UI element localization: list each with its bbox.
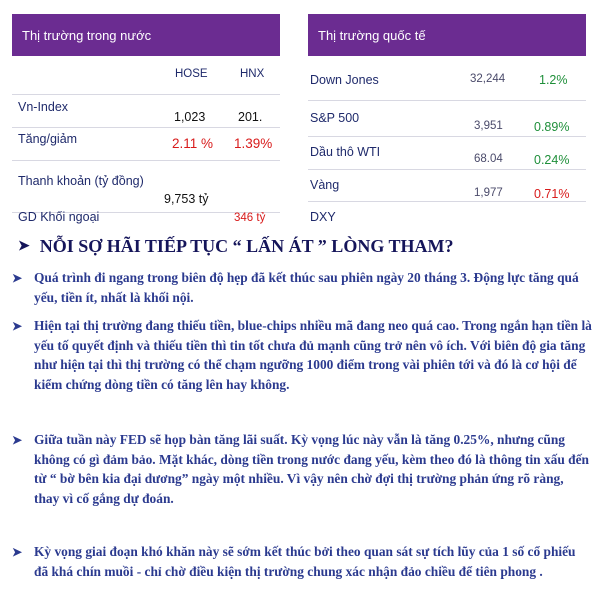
arrow-right-icon: ➤ xyxy=(12,545,23,559)
column-header-hose: HOSE xyxy=(175,68,208,80)
vnindex-hnx-value: 201. xyxy=(238,110,263,124)
liquidity-value: 9,753 tỷ xyxy=(164,192,209,206)
change-label: Tăng/giảm xyxy=(18,132,78,146)
index-value-gold: 1,977 xyxy=(474,187,503,199)
paragraph-text: Quá trình đi ngang trong biên độ hẹp đã kết thúc sau phiên ngày 20 tháng 3. Động lực tăng quá yếu, tiền ít, nhất là khối nội. xyxy=(34,270,579,305)
change-hose-value: 2.11 % xyxy=(172,136,214,151)
index-name-sp500: S&P 500 xyxy=(310,111,360,125)
index-name-dow-jones: Down Jones xyxy=(310,73,379,87)
liquidity-label: Thanh khoản (tỷ đồng) xyxy=(18,174,144,188)
paragraph-text: Kỳ vọng giai đoạn khó khăn này sẽ sớm kết thúc bởi theo quan sát sự tích lũy của 1 số cổ phiếu đã khá chín muồi - chỉ chờ điều kiện thị trường chung xác nhận đảo chiều để tiên phong . xyxy=(34,544,576,579)
domestic-market-panel xyxy=(12,14,280,232)
paragraph-text: Hiện tại thị trường đang thiếu tiền, blue-chips nhiều mã đang neo quá cao. Trong ngắn hạn tiền là yếu tố quyết định và thiếu tiền thì tin tốt chưa đủ mạnh cũng trở nên vô ích. Với biên độ gia tăng như hiện tại thì thị trường có thể chạm ngưỡng 1000 điểm trong vài phiên tới và đó là cơ hội để kiểm chứng dòng tiền có tăng lên hay không. xyxy=(34,318,592,392)
index-value-dow-jones: 32,244 xyxy=(470,73,506,85)
index-value-sp500: 3,951 xyxy=(474,120,503,132)
index-change-wti-oil: 0.24% xyxy=(534,153,570,167)
article-heading: NỖI SỢ HÃI TIẾP TỤC “ LẤN ÁT ” LÒNG THAM? xyxy=(39,236,454,256)
index-name-gold: Vàng xyxy=(310,178,340,192)
international-market-title: Thị trường quốc tế xyxy=(308,14,586,56)
index-value-wti-oil: 68.04 xyxy=(474,153,503,165)
index-change-gold: 0.71% xyxy=(534,187,570,201)
arrow-right-icon: ➤ xyxy=(18,239,30,254)
foreign-trading-value: 346 tỷ xyxy=(234,212,266,224)
vnindex-label: Vn-Index xyxy=(18,100,69,114)
column-header-hnx: HNX xyxy=(240,68,265,80)
list-item xyxy=(12,268,592,307)
article-heading-row xyxy=(18,236,454,257)
index-change-dow-jones: 1.2% xyxy=(539,73,568,87)
international-market-panel xyxy=(308,14,586,232)
index-name-wti-oil: Dầu thô WTI xyxy=(310,145,381,159)
foreign-trading-label: GD Khối ngoại xyxy=(18,210,100,224)
list-item xyxy=(12,316,592,394)
arrow-right-icon: ➤ xyxy=(12,433,23,447)
index-change-sp500: 0.89% xyxy=(534,120,570,134)
paragraph-text: Giữa tuần này FED sẽ họp bàn tăng lãi suất. Kỳ vọng lúc này vẫn là tăng 0.25%, nhưng cũng không có gì đảm bảo. Mặt khác, dòng tiền trong nước đang yếu, kèm theo đó là thông tin xấu đến từ “ bờ bên kia đại dương” ngày một nhiều. Vì vậy nên chờ đợi thị trường phản ứng rõ ràng, thay vì cố gắng dự đoán. xyxy=(34,432,590,506)
vnindex-hose-value: 1,023 xyxy=(174,110,206,124)
arrow-right-icon: ➤ xyxy=(12,271,23,285)
domestic-market-title: Thị trường trong nước xyxy=(12,14,280,56)
change-hnx-value: 1.39% xyxy=(234,136,273,151)
arrow-right-icon: ➤ xyxy=(12,319,23,333)
index-name-dxy: DXY xyxy=(310,210,336,224)
list-item xyxy=(12,542,592,581)
list-item xyxy=(12,430,592,508)
